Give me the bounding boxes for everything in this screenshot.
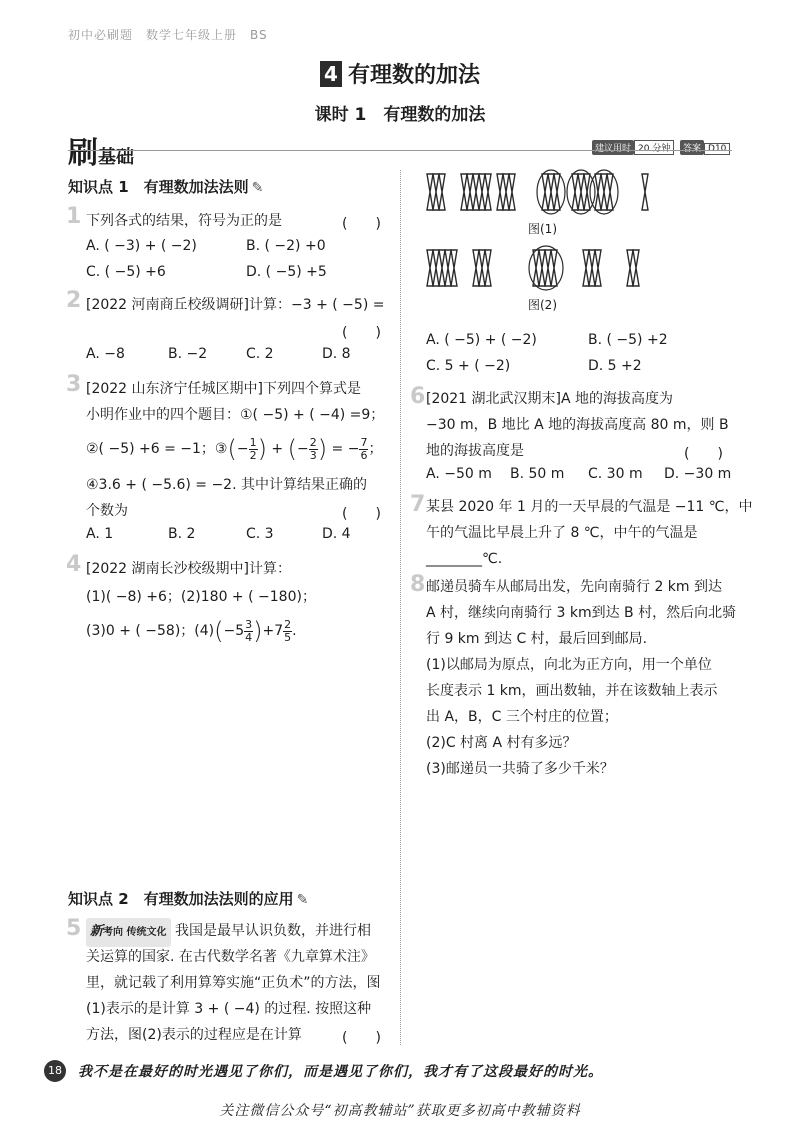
q2-option-c: C. 2 [246, 346, 274, 362]
q5-number: 5 [66, 916, 82, 941]
new-direction-tag [86, 918, 171, 947]
counting-rod [584, 174, 590, 210]
q6-line-1: [2021 湖北武汉期末]A 地的海拔高度为 [426, 391, 674, 407]
lesson-title [0, 58, 800, 89]
q1-text: 下列各式的结果，符号为正的是 [86, 213, 282, 229]
q6-answer-paren: ( ) [684, 446, 723, 462]
q4-fraction-1 [244, 619, 253, 644]
q3-rparen-2: ) [317, 435, 328, 463]
q3-option-b: B. 2 [168, 526, 196, 542]
q7-blank: ________ [426, 551, 482, 567]
q3-f2-denominator: 3 [309, 448, 317, 462]
q7-line-2: 午的气温比早晨上升了 8 ℃，中午的气温是 [426, 525, 698, 541]
counting-rod [627, 250, 633, 286]
counting-rod [439, 250, 445, 286]
q6-option-b: B. 50 m [510, 466, 565, 482]
tag-culture: 传统文化 [126, 927, 167, 938]
counting-rod [633, 250, 639, 286]
counting-rod [583, 250, 589, 286]
q7-line-1: 某县 2020 年 1 月的一天早晨的气温是 −11 ℃，中 [426, 499, 753, 515]
q4-mixed-whole: −5 [223, 623, 245, 639]
q8-number: 8 [410, 572, 426, 597]
q3-f1-denominator: 2 [249, 448, 257, 462]
q3-f2-numerator: 2 [309, 435, 317, 449]
q5-option-b: B. ( −5) +2 [588, 332, 668, 348]
q3-line-4: ④3.6 + ( −5.6) = −2. 其中计算结果正确的 [86, 477, 367, 493]
counting-rod [503, 174, 509, 210]
counting-rod [467, 174, 473, 210]
q4-fraction-2 [283, 619, 292, 644]
q5-line-3: 里，就记载了利用算筹实施“正负术”的方法，图 [86, 975, 381, 991]
q5-line-4: (1)表示的是计算 3 + ( −4) 的过程. 按照这种 [86, 1001, 372, 1017]
counting-rod [485, 250, 491, 286]
lesson-subtitle: 课时 1 有理数的加法 [314, 105, 486, 125]
q4-f1-numerator: 3 [245, 617, 253, 631]
counting-rod [433, 174, 439, 210]
q2-answer-paren: ( ) [342, 325, 381, 341]
time-value: 20 分钟 [634, 140, 674, 155]
q8-line-5: 长度表示 1 km，画出数轴，并在该数轴上表示 [426, 683, 718, 699]
q3-minus-2: − [296, 441, 309, 457]
counting-rod [533, 250, 539, 286]
q8-line-1: 邮递员骑车从邮局出发，先向南骑行 2 km 到达 [426, 579, 723, 595]
q4-number: 4 [66, 552, 82, 577]
section-glyph: 刷 [68, 136, 98, 171]
q3-lparen-1: ( [227, 435, 237, 463]
q6-number: 6 [410, 384, 426, 409]
q7-unit: ℃. [482, 551, 503, 567]
q3-option-c: C. 3 [246, 526, 274, 542]
counting-rod [545, 250, 551, 286]
q5-option-a: A. ( −5) + ( −2) [426, 332, 537, 348]
counting-rod [595, 250, 601, 286]
kp1-heading [68, 176, 263, 197]
q3-f1-numerator: 1 [249, 435, 257, 449]
time-badge [592, 140, 674, 155]
q5-option-c: C. 5 + ( −2) [426, 358, 511, 374]
q3-equals: = − [331, 441, 360, 457]
q3-option-a: A. 1 [86, 526, 114, 542]
counting-rods-figure-1 [420, 168, 720, 220]
counting-rod [551, 250, 557, 286]
q1-number: 1 [66, 204, 82, 229]
q6-option-d: D. −30 m [664, 466, 732, 482]
q3-plus: + [271, 441, 284, 457]
page-number: 18 [44, 1060, 66, 1082]
answer-label: 答案 [680, 140, 704, 155]
q6-line-2: −30 m，B 地比 A 地的海拔高度高 80 m，则 B [426, 417, 729, 433]
footer-slogan: 我不是在最好的时光遇见了你们，而是遇见了你们，我才有了这段最好的时光。 [78, 1064, 603, 1080]
counting-rod [485, 174, 491, 210]
q2-text: [2022 河南商丘校级调研]计算：−3 + ( −5) = [86, 297, 385, 313]
q2-number: 2 [66, 288, 82, 313]
q5-line-5: 方法，图(2)表示的过程应是在计算 [86, 1027, 302, 1043]
q7-number: 7 [410, 492, 426, 517]
q5-line-1-text: 我国是最早认识负数，并进行相 [174, 923, 371, 939]
q4-plus-whole: +7 [262, 623, 284, 639]
counting-rod [473, 174, 479, 210]
counting-rod [473, 250, 479, 286]
q3-f3-denominator: 6 [360, 448, 368, 462]
pencil-icon: ✎ [296, 892, 309, 908]
q8-line-6: 出 A，B，C 三个村庄的位置； [426, 709, 618, 725]
q1-option-c: C. ( −5) +6 [86, 264, 166, 280]
q3-semicolon: ； [368, 441, 383, 457]
q4-line-3 [86, 618, 297, 644]
section-label: 基础 [98, 147, 134, 168]
q2-option-b: B. −2 [168, 346, 208, 362]
q3-line-3a: ②( −5) +6 = −1；③ [86, 441, 228, 457]
counting-rod [607, 174, 613, 210]
counting-rod [542, 174, 548, 210]
q8-line-8: (3)邮递员一共骑了多少千米？ [426, 761, 614, 777]
q2-option-a: A. −8 [86, 346, 125, 362]
q3-answer-paren: ( ) [342, 506, 381, 522]
counting-rod [589, 250, 595, 286]
q3-rparen-1: ) [257, 435, 267, 463]
q4-rparen: ) [253, 617, 263, 645]
lesson-number: 4 [320, 61, 342, 87]
q6-option-c: C. 30 m [588, 466, 643, 482]
figure-1-caption: 图(1) [528, 222, 557, 236]
counting-rod [548, 174, 554, 210]
q4-line-3a: (3)0 + ( −58)；(4) [86, 623, 215, 639]
q4-line-1: [2022 湖南长沙校级期中]计算： [86, 561, 292, 577]
q4-line-2: (1)( −8) +6；(2)180 + ( −180)； [86, 589, 316, 605]
counting-rod [554, 174, 560, 210]
column-divider [400, 170, 401, 1045]
q3-line-5: 个数为 [86, 503, 128, 519]
q8-line-3: 行 9 km 到达 C 村，最后回到邮局. [426, 631, 648, 647]
q3-line-3 [86, 436, 382, 462]
counting-rod [439, 174, 445, 210]
q8-line-7: (2)C 村离 A 村有多远？ [426, 735, 577, 751]
q3-fraction-2 [309, 437, 318, 462]
q3-fraction-1 [249, 437, 258, 462]
counting-rod [572, 174, 578, 210]
q4-period: . [292, 623, 297, 639]
pencil-icon: ✎ [251, 180, 264, 196]
q1-option-a: A. ( −3) + ( −2) [86, 238, 197, 254]
q3-line-2: 小明作业中的四个题目：①( −5) + ( −4) =9； [86, 407, 385, 423]
counting-rod [642, 174, 648, 210]
q4-lparen: ( [214, 617, 224, 645]
q3-lparen-2: ( [287, 435, 297, 463]
q5-line-2: 关运算的国家. 在古代数学名著《九章算术注》 [86, 949, 375, 965]
counting-rod [539, 250, 545, 286]
q5-line-1 [86, 918, 371, 947]
tag-new-glyph: 新 [90, 924, 104, 939]
q4-f2-numerator: 2 [284, 617, 292, 631]
counting-rod [451, 250, 457, 286]
series-title: 初中必刷题 数学七年级上册 BS [68, 28, 268, 42]
q3-option-d: D. 4 [322, 526, 351, 542]
counting-rod [479, 250, 485, 286]
lesson-title-text: 有理数的加法 [347, 63, 480, 88]
q3-f3-numerator: 7 [360, 435, 368, 449]
figure-2-caption: 图(2) [528, 298, 557, 312]
counting-rod [497, 174, 503, 210]
q4-f2-denominator: 5 [284, 630, 292, 644]
q3-minus-1: − [236, 441, 249, 457]
q3-line-1: [2022 山东济宁任城区期中]下列四个算式是 [86, 381, 362, 397]
q4-f1-denominator: 4 [245, 630, 253, 644]
counting-rod [427, 174, 433, 210]
kp1-label: 知识点 1 有理数加法法则 [68, 178, 249, 196]
q5-option-d: D. 5 +2 [588, 358, 642, 374]
counting-rod [461, 174, 467, 210]
counting-rod [578, 174, 584, 210]
q5-answer-paren: ( ) [342, 1030, 381, 1046]
counting-rod [427, 250, 433, 286]
q7-line-3 [426, 546, 502, 572]
q1-answer-paren: ( ) [342, 216, 381, 232]
counting-rod [445, 250, 451, 286]
header-divider [68, 150, 732, 151]
counting-rod [595, 174, 601, 210]
q8-line-4: (1)以邮局为原点，向北为正方向，用一个单位 [426, 657, 712, 673]
time-label: 建议用时 [592, 140, 634, 155]
counting-rod [433, 250, 439, 286]
q8-line-2: A 村，继续向南骑行 3 km到达 B 村，然后向北骑 [426, 605, 737, 621]
tag-new-rest: 考向 [103, 927, 124, 938]
answer-value: D10 [704, 143, 730, 155]
counting-rod [479, 174, 485, 210]
q6-line-3: 地的海拔高度是 [426, 443, 524, 459]
q2-option-d: D. 8 [322, 346, 351, 362]
q6-option-a: A. −50 m [426, 466, 492, 482]
counting-rod [509, 174, 515, 210]
q3-number: 3 [66, 372, 82, 397]
answer-badge [680, 140, 730, 155]
kp2-label: 知识点 2 有理数加法法则的应用 [68, 890, 294, 908]
q1-option-b: B. ( −2) +0 [246, 238, 326, 254]
counting-rod [601, 174, 607, 210]
kp2-heading [68, 888, 308, 909]
counting-rods-figure-2 [420, 244, 720, 294]
q1-option-d: D. ( −5) +5 [246, 264, 327, 280]
footer-note: 关注微信公众号“初高教辅站”获取更多初高中教辅资料 [219, 1103, 581, 1119]
